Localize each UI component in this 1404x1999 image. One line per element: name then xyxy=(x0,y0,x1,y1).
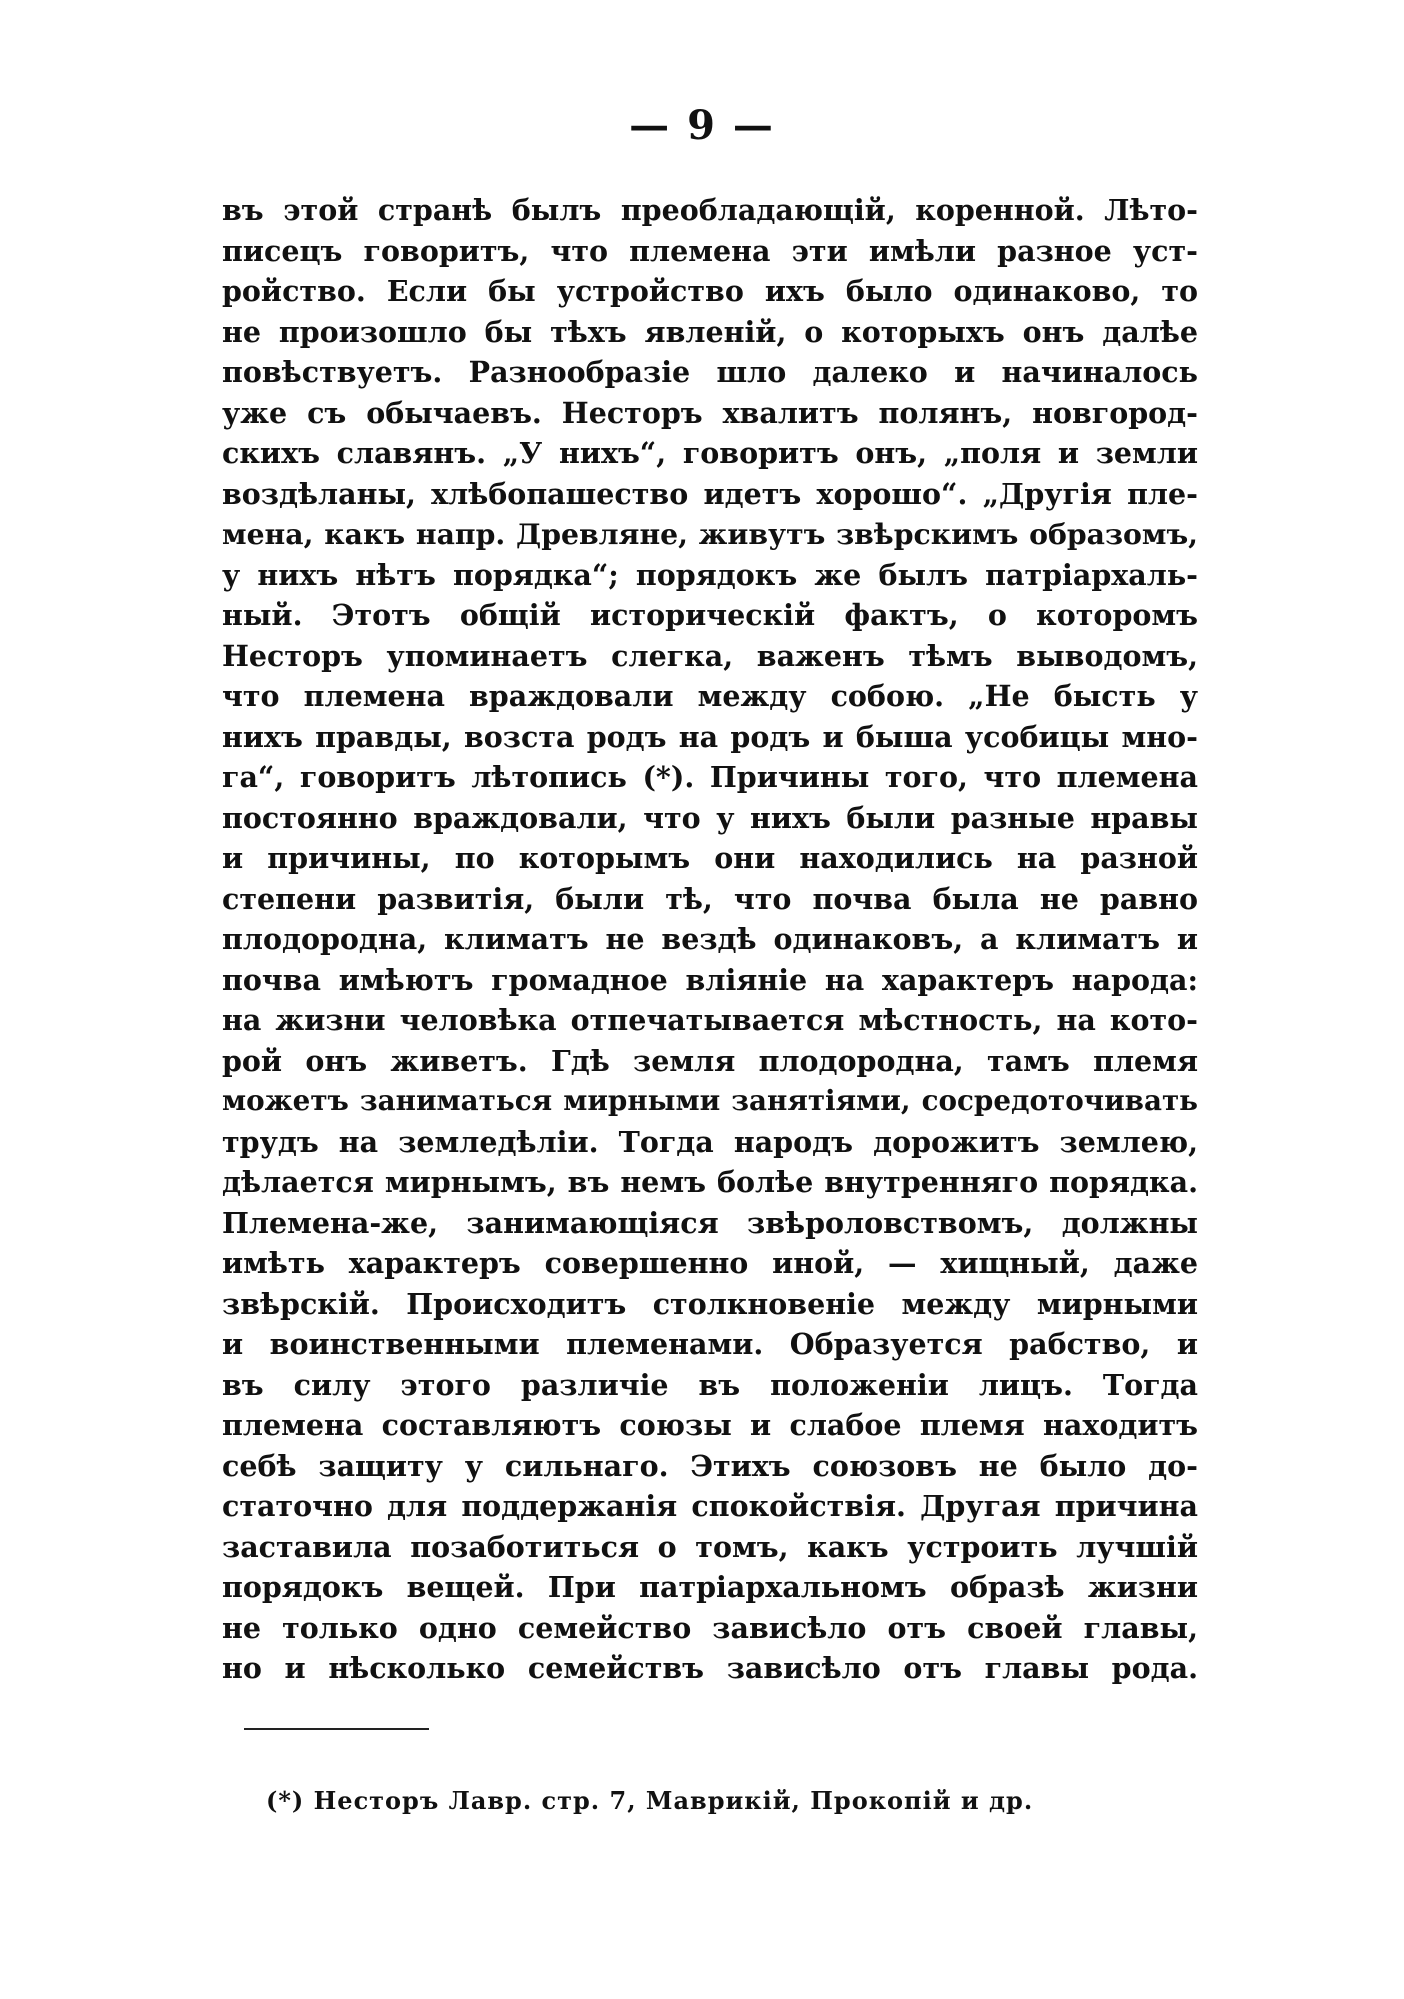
text-line: трудъ на земледѣліи. Тогда народъ дорожитъ землею, xyxy=(222,1124,1198,1159)
text-line: и воинственными племенами. Образуется рабство, и xyxy=(222,1327,1198,1361)
text-line: заставила позаботиться о томъ, какъ устроить лучшій xyxy=(222,1529,1198,1564)
text-line: племена составляютъ союзы и слабое племя находитъ xyxy=(222,1408,1198,1442)
text-line: скихъ славянъ. „У нихъ“, говоритъ онъ, „поля и земли xyxy=(222,436,1198,470)
footnote-divider xyxy=(244,1728,429,1730)
text-line: постоянно враждовали, что у нихъ были разные нравы xyxy=(222,800,1198,835)
text-line: на жизни человѣка отпечатывается мѣстность, на кото- xyxy=(222,1003,1198,1037)
text-line: въ силу этого различіе въ положеніи лицъ. Тогда xyxy=(222,1367,1198,1402)
text-line: порядокъ вещей. При патріархальномъ образѣ жизни xyxy=(222,1570,1198,1604)
text-line: ный. Этотъ общій историческій фактъ, о которомъ xyxy=(222,598,1198,632)
text-line: и причины, по которымъ они находились на разной xyxy=(222,841,1198,875)
text-line: плодородна, климатъ не вездѣ одинаковъ, а климатъ и xyxy=(222,922,1198,956)
text-line: статочно для поддержанія спокойствія. Другая причина xyxy=(222,1489,1198,1523)
text-line: въ этой странѣ былъ преобладающій, коренной. Лѣто- xyxy=(222,193,1198,227)
text-line: воздѣланы, хлѣбопашество идетъ хорошо“. „Другія пле- xyxy=(222,476,1198,511)
text-line: не только одно семейство зависѣло отъ своей главы, xyxy=(222,1610,1198,1645)
text-line: мена, какъ напр. Древляне, живутъ звѣрскимъ образомъ, xyxy=(222,517,1198,551)
footnote: (*) Несторъ Лавр. стр. 7, Маврикій, Прокопій и др. xyxy=(266,1786,1034,1815)
text-line: степени развитія, были тѣ, что почва была не равно xyxy=(222,881,1198,916)
text-line: звѣрскій. Происходитъ столкновеніе между мирными xyxy=(222,1286,1198,1321)
text-line: не произошло бы тѣхъ явленій, о которыхъ онъ далѣе xyxy=(222,314,1198,349)
body-text xyxy=(222,190,1198,1689)
text-line: почва имѣютъ громадное вліяніе на характеръ народа: xyxy=(222,962,1198,997)
text-line: Племена-же, занимающіяся звѣроловствомъ, должны xyxy=(222,1205,1198,1240)
page-number: — 9 — xyxy=(629,102,775,149)
text-line: у нихъ нѣтъ порядка“; порядокъ же былъ патріархаль- xyxy=(222,557,1198,592)
text-line: писецъ говоритъ, что племена эти имѣли разное уст- xyxy=(222,233,1198,268)
text-line: себѣ защиту у сильнаго. Этихъ союзовъ не было до- xyxy=(222,1448,1198,1483)
text-line: нихъ правды, возста родъ на родъ и быша усобицы мно- xyxy=(222,719,1198,754)
text-line: Несторъ упоминаетъ слегка, важенъ тѣмъ выводомъ, xyxy=(222,638,1198,673)
text-line: дѣлается мирнымъ, въ немъ болѣе внутренняго порядка. xyxy=(222,1165,1198,1199)
text-line: га“, говоритъ лѣтопись (*). Причины того, что племена xyxy=(222,760,1198,794)
text-line: рой онъ живетъ. Гдѣ земля плодородна, тамъ племя xyxy=(222,1043,1198,1078)
text-line: повѣствуетъ. Разнообразіе шло далеко и начиналось xyxy=(222,355,1198,389)
text-line: что племена враждовали между собою. „Не бысть у xyxy=(222,679,1198,713)
text-line: но и нѣсколько семействъ зависѣло отъ главы рода. xyxy=(222,1651,1198,1685)
text-line: можетъ заниматься мирными занятіями, сосредоточивать xyxy=(222,1084,1198,1117)
text-line: уже съ обычаевъ. Несторъ хвалитъ полянъ, новгород- xyxy=(222,395,1198,430)
text-line: ройство. Если бы устройство ихъ было одинаково, то xyxy=(222,274,1198,308)
text-line: имѣть характеръ совершенно иной, — хищный, даже xyxy=(222,1246,1198,1280)
